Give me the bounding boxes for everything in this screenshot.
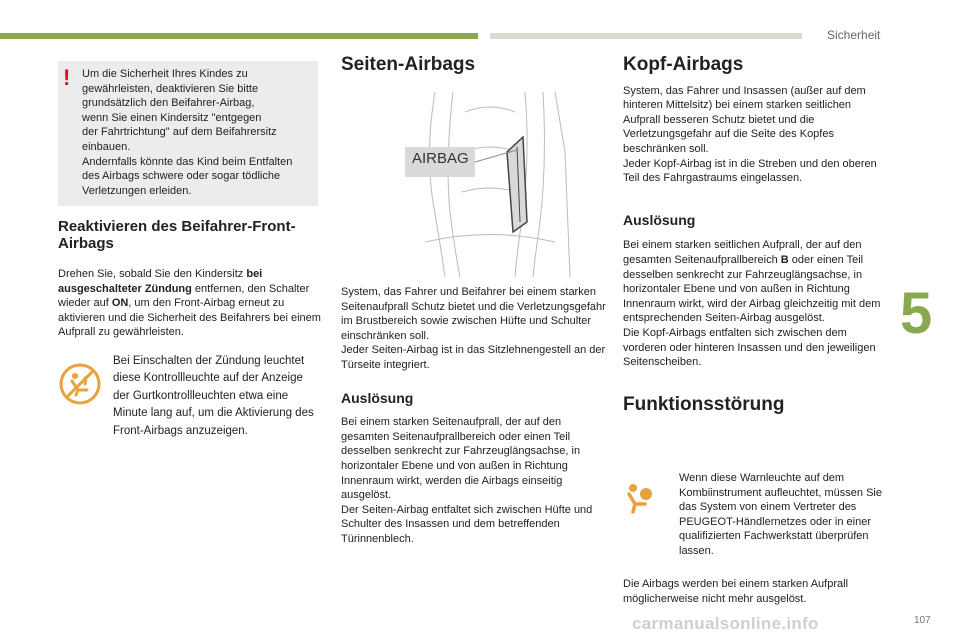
warning-line: grundsätzlich den Beifahrer-Airbag, [82, 97, 255, 110]
head-airbags-section [623, 54, 885, 415]
warning-line: Andernfalls könnte das Kind beim Entfalten [82, 155, 293, 168]
head-trigger-heading: Auslösung [623, 211, 696, 228]
icon-description: Bei Einschalten der Zündung leuchtet diese Kontrollleuchte auf der Anzeige der Gurtkontrollleuchten etwa eine Minute lang auf, um die Aktivierung des Front-Airbags anzuzeigen. [113, 355, 314, 437]
fault-final-note: Die Airbags werden bei einem starken Aufprall möglicherweise nicht mehr ausgelöst. [623, 578, 849, 605]
paragraph: System, das Fahrer und Insassen (außer auf dem hinteren Mittelsitz) bei einem starken seitlichen Aufprall besseren Schutz bietet und die Verletzungsgefahr auf die Seite des Kopfes beschränken soll. [623, 84, 866, 155]
paragraph: Bei einem starken Seitenaufprall, der auf den gesamten Seitenaufprallbereich oder einen Teil desselben senkrecht zur Fahrzeuglängsachse, in horizontaler Ebene und von außen in Richtung Innenraum wirkt, werden die Airbags einseitig ausgelöst. [341, 416, 581, 502]
text-run: , um den Front-Airbag erneut zu aktivieren und die Sicherheit des Beifahrers bei einem Aufprall zu gewährleisten. [58, 297, 321, 339]
paragraph: Jeder Seiten-Airbag ist in das Sitzlehnengestell an der Türseite integriert. [341, 344, 606, 371]
heading-line: Reaktivieren des Beifahrer-Front- [58, 218, 296, 235]
airbag-warning-icon [621, 480, 657, 521]
section-label: Sicherheit [827, 28, 881, 42]
bold-run: B [780, 253, 789, 266]
text-run: entfernen, den Schalter wieder auf [58, 282, 310, 310]
heading-line: Airbags [58, 235, 114, 252]
header-divider-bar [490, 33, 802, 39]
paragraph: Der Seiten-Airbag entfaltet sich zwischen Hüfte und Schulter des Insassen und dem betreffenden Türinnenblech. [341, 503, 593, 545]
airbag-label: AIRBAG [412, 150, 469, 167]
reactivation-heading [58, 218, 323, 252]
page-number: 107 [914, 615, 931, 626]
seat-airbag-illustration [405, 92, 580, 282]
warning-box [58, 61, 318, 206]
text-run: oder einen Teil desselben senkrecht zur Fahrzeuglängsachse, in horizontaler Ebene und von außen in Richtung Innenraum wirkt, wird der Airbag gleichzeitig mit dem entsprechenden Seiten-Airbag ausgelöst. [623, 253, 881, 325]
fault-title: Funktionsstörung [623, 393, 785, 415]
warning-line: gewährleisten, deaktivieren Sie bitte [82, 82, 259, 95]
fault-description: Wenn diese Warnleuchte auf dem Kombiinstrument aufleuchtet, müssen Sie das System von einem Vertreter des PEUGEOT-Händlernetzes oder in einer qualifizierten Fachwerkstatt überprüfen lassen. [679, 472, 882, 557]
bold-run: bei ausgeschalteter Zündung [58, 268, 263, 295]
warning-line: der Fahrtrichtung" auf dem Beifahrersitz [82, 126, 277, 139]
chapter-number: 5 [900, 281, 933, 346]
reactivation-section [58, 218, 323, 340]
warning-line: des Airbags schwere oder sogar tödliche [82, 170, 281, 183]
side-airbags-title: Seiten-Airbags [341, 54, 476, 75]
reactivation-paragraph [58, 267, 323, 340]
paragraph: Die Kopf-Airbags entfalten sich zwischen dem vorderen oder hinteren Insassen und den jeweiligen Seitenscheiben. [623, 326, 876, 369]
warning-exclamation-icon: ! [63, 65, 71, 90]
warning-line: einbauen. [82, 140, 131, 153]
watermark: carmanualsonline.info [632, 614, 819, 633]
bold-run: ON [111, 297, 129, 310]
side-trigger-heading: Auslösung [341, 389, 414, 406]
warning-text [82, 67, 316, 198]
warning-line: Verletzungen erleiden. [82, 184, 192, 197]
passenger-airbag-off-warning-icon [58, 362, 102, 411]
warning-line: Um die Sicherheit Ihres Kindes zu [82, 68, 248, 80]
paragraph: System, das Fahrer und Beifahrer bei einem starken Seitenaufprall Schutz bietet und die Verletzungsgefahr im Brustbereich sowie zwischen Hüfte und Schulter einschränken soll. [341, 286, 606, 342]
text-run: Drehen Sie, sobald Sie den Kindersitz [58, 268, 247, 280]
text-run: Bei einem starken seitlichen Aufprall, der auf den gesamten Seitenaufprallbereich [623, 239, 862, 266]
side-airbags-text [341, 285, 606, 547]
paragraph [623, 238, 885, 326]
header-accent-bar [0, 33, 478, 39]
paragraph: Jeder Kopf-Airbag ist in die Streben und den oberen Teil des Fahrgastraums eingelassen. [623, 157, 877, 185]
head-airbags-title: Kopf-Airbags [623, 54, 744, 75]
warning-line: wenn Sie einen Kindersitz "entgegen [82, 111, 262, 124]
side-airbags-title-wrap [341, 54, 476, 75]
